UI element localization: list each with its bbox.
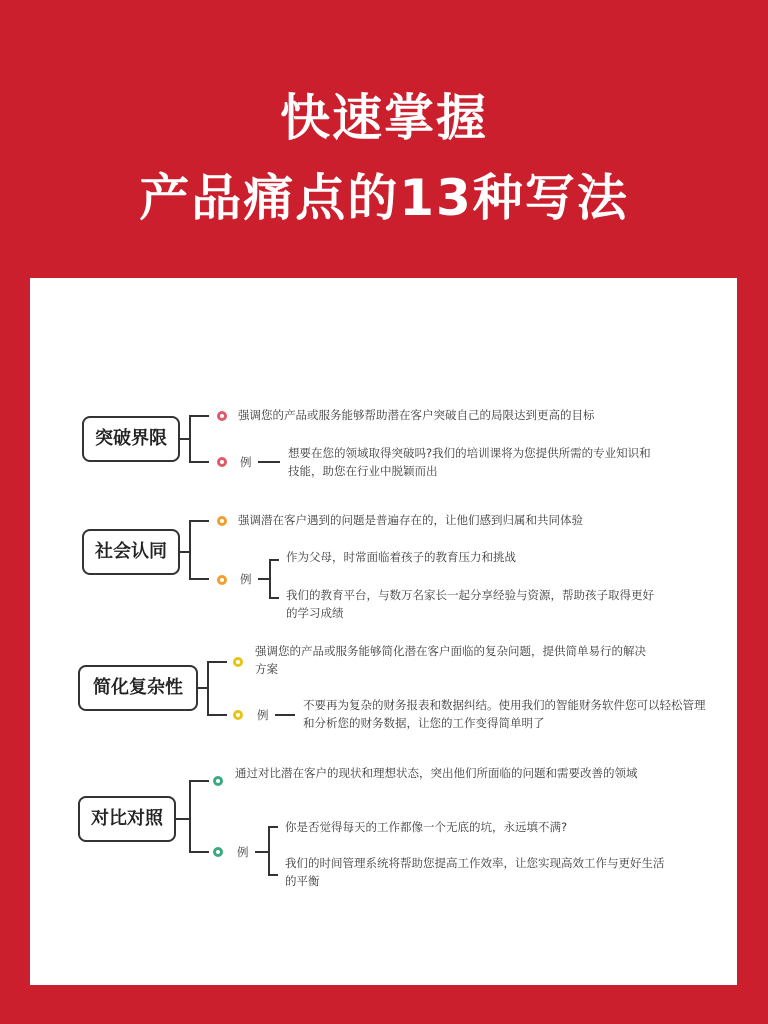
section-4-example-1: 你是否觉得每天的工作都像一个无底的坑，永远填不满? — [285, 820, 568, 834]
connector — [268, 826, 278, 828]
bullet-dot-icon — [217, 411, 227, 421]
bullet-dot-icon — [217, 457, 227, 467]
connector — [189, 780, 191, 853]
connector — [189, 520, 209, 522]
example-label: 例 — [257, 708, 269, 722]
mind-map-card — [30, 278, 737, 985]
bullet-dot-icon — [233, 710, 243, 720]
page-title-line-2: 产品痛点的13种写法 — [139, 169, 629, 227]
section-1-example-1: 想要在您的领域取得突破吗?我们的培训课将为您提供所需的专业知识和技能，助您在行业中脱颖而出 — [288, 446, 651, 478]
example-label: 例 — [240, 572, 252, 586]
example-label: 例 — [237, 845, 249, 859]
connector — [269, 559, 279, 561]
section-3-example-1: 不要再为复杂的财务报表和数据纠结。使用我们的智能财务软件您可以轻松管理和分析您的财务数据，让您的工作变得简单明了 — [303, 698, 706, 730]
connector — [269, 559, 271, 599]
section-1-description: 强调您的产品或服务能够帮助潜在客户突破自己的局限达到更高的目标 — [238, 408, 595, 422]
connector — [207, 714, 227, 716]
section-2-example-1: 作为父母，时常面临着孩子的教育压力和挑战 — [286, 550, 516, 564]
node-breakthrough: 突破界限 — [82, 416, 180, 462]
node-contrast-comparison: 对比对照 — [78, 796, 176, 842]
bullet-dot-icon — [233, 657, 243, 667]
connector — [189, 780, 209, 782]
connector — [258, 461, 280, 463]
section-2-example-2: 我们的教育平台，与数万名家长一起分享经验与资源，帮助孩子取得更好的学习成绩 — [286, 588, 654, 620]
connector — [189, 415, 209, 417]
bullet-dot-icon — [213, 776, 223, 786]
connector — [207, 661, 227, 663]
connector — [189, 520, 191, 580]
section-3-description: 强调您的产品或服务能够简化潜在客户面临的复杂问题，提供简单易行的解决方案 — [255, 644, 646, 676]
connector — [176, 818, 190, 820]
connector — [189, 415, 191, 463]
connector — [268, 874, 278, 876]
node-simplify-complexity: 简化复杂性 — [78, 665, 198, 711]
connector — [268, 826, 270, 876]
bullet-dot-icon — [213, 847, 223, 857]
connector — [275, 714, 295, 716]
page-title-line-1: 快速掌握 — [280, 89, 488, 147]
connector — [207, 661, 209, 716]
bullet-dot-icon — [217, 575, 227, 585]
example-label: 例 — [240, 455, 252, 469]
section-4-example-2: 我们的时间管理系统将帮助您提高工作效率，让您实现高效工作与更好生活的平衡 — [285, 856, 665, 888]
node-social-proof: 社会认同 — [82, 529, 180, 575]
connector — [189, 578, 209, 580]
connector — [189, 851, 209, 853]
bullet-dot-icon — [217, 516, 227, 526]
connector — [255, 851, 269, 853]
section-4-description: 通过对比潜在客户的现状和理想状态，突出他们所面临的问题和需要改善的领域 — [235, 766, 638, 780]
section-2-description: 强调潜在客户遇到的问题是普遍存在的，让他们感到归属和共同体验 — [238, 513, 583, 527]
connector — [269, 597, 279, 599]
connector — [189, 461, 209, 463]
